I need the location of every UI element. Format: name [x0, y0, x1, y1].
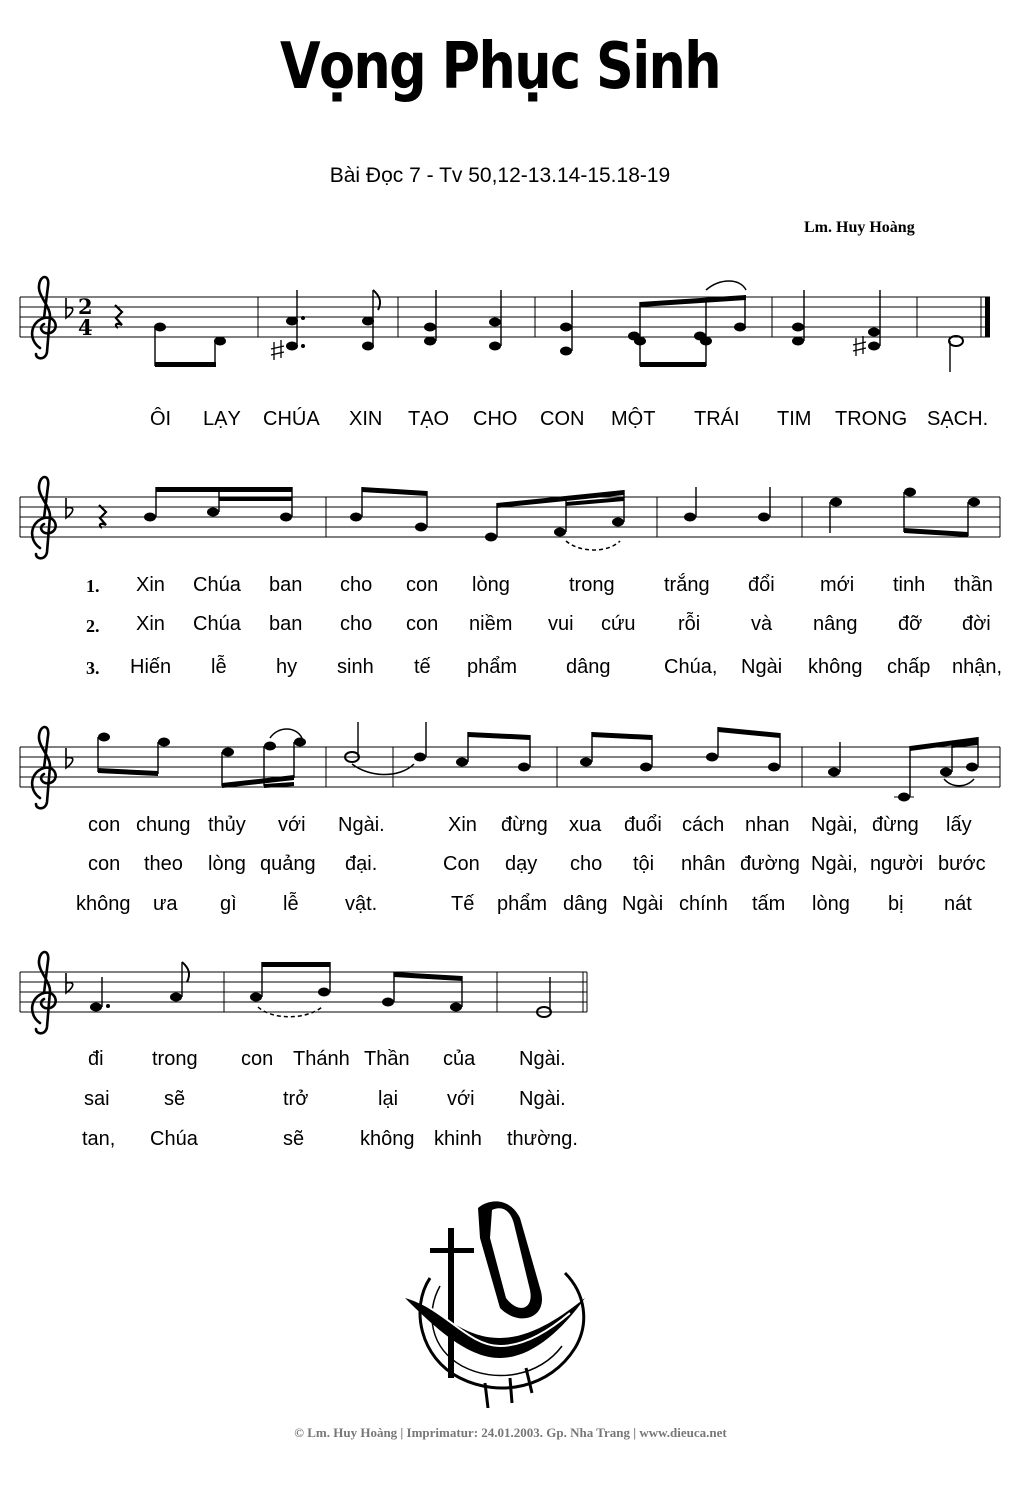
- staff-system-3: [20, 722, 1000, 808]
- composer: Lm. Huy Hoàng: [804, 219, 915, 236]
- lyric-word: mới: [820, 574, 855, 596]
- quarter-rest: [115, 305, 122, 328]
- lyric-word: cho: [570, 853, 603, 875]
- time-signature-top: 2: [78, 294, 93, 319]
- lyric-word: vui: [548, 613, 574, 635]
- lyric-word: Thần: [364, 1048, 410, 1070]
- lyric-word: dâng: [563, 893, 608, 915]
- lyric-word: Thánh: [293, 1048, 350, 1070]
- lyric-word: người: [870, 853, 924, 875]
- lyric-word: con: [88, 814, 121, 836]
- lyric-word: dâng: [566, 656, 611, 678]
- refrain-word: CHÚA: [263, 408, 320, 430]
- lyric-word: sai: [84, 1088, 110, 1110]
- lyric-word: nhan: [745, 814, 790, 836]
- logo-praying-hands-dove: [400, 1198, 590, 1408]
- lyric-word: đường: [740, 853, 800, 875]
- lyric-word: lại: [378, 1088, 399, 1110]
- lyric-word: tan,: [82, 1128, 116, 1150]
- lyric-word: cho: [340, 613, 373, 635]
- refrain-word: ÔI: [150, 408, 172, 430]
- lyric-word: Con: [443, 853, 480, 875]
- lyric-word: chính: [679, 893, 728, 915]
- lyric-word: sẽ: [164, 1088, 186, 1110]
- lyric-word: Hiến: [130, 656, 172, 678]
- refrain-word: TIM: [777, 408, 812, 430]
- lyric-word: Ngài.: [519, 1088, 566, 1110]
- lyric-word: lễ: [211, 656, 227, 678]
- lyric-word: thủy: [208, 814, 246, 836]
- lyric-word: chung: [136, 814, 191, 836]
- lyric-word: bị: [888, 893, 904, 915]
- refrain-word: XIN: [349, 408, 383, 430]
- refrain-word: TRÁI: [694, 408, 740, 430]
- lyric-word: Chúa: [193, 574, 241, 596]
- lyric-word: lấy: [946, 814, 972, 836]
- lyric-word: lòng: [472, 574, 510, 596]
- lyric-word: đại.: [345, 853, 378, 875]
- lyric-word: vật.: [345, 893, 378, 915]
- lyric-word: đi: [88, 1048, 104, 1070]
- refrain-word: TẠO: [408, 408, 450, 430]
- lyric-word: cách: [682, 814, 725, 836]
- lyric-word: rỗi: [678, 613, 701, 635]
- lyric-word: tấm: [752, 893, 786, 915]
- verse-number-3: 3.: [86, 658, 100, 678]
- lyric-word: bước: [938, 853, 986, 875]
- lyric-word: và: [751, 613, 773, 635]
- notes-measure-5: [792, 290, 880, 356]
- flat-key-signature: [66, 298, 73, 318]
- notes-measure-1: [154, 323, 226, 368]
- lyric-word: đổi: [748, 574, 775, 596]
- lyric-word: của: [443, 1048, 476, 1070]
- lyric-word: ban: [269, 574, 303, 596]
- lyric-word: chấp: [887, 656, 931, 678]
- lyric-word: khinh: [434, 1128, 482, 1150]
- lyric-word: trở: [283, 1088, 309, 1110]
- refrain-word: CON: [540, 408, 585, 430]
- lyric-word: đời: [962, 613, 991, 635]
- lyric-word: với: [447, 1088, 475, 1110]
- lyric-word: ưa: [153, 893, 178, 915]
- lyric-word: lễ: [283, 893, 299, 915]
- lyric-word: Chúa: [193, 613, 241, 635]
- lyric-word: đuổi: [624, 814, 662, 836]
- lyric-word: không: [76, 893, 131, 915]
- lyric-word: quảng: [260, 853, 316, 875]
- lyric-word: với: [278, 814, 306, 836]
- lyric-word: không: [808, 656, 863, 678]
- notes-measure-2: [271, 290, 380, 360]
- lyric-word: Chúa,: [664, 656, 718, 678]
- lyric-word: lòng: [812, 893, 850, 915]
- footer-copyright: © Lm. Huy Hoàng | Imprimatur: 24.01.2003. Gp. Nha Trang | www.dieuca.net: [294, 1425, 727, 1440]
- verse-number-1: 1.: [86, 576, 100, 596]
- lyric-word: trong: [569, 574, 615, 596]
- lyric-word: Tế: [451, 893, 475, 915]
- lyric-word: Ngài: [741, 656, 783, 678]
- lyric-word: nâng: [813, 613, 858, 635]
- lyric-word: thường.: [507, 1128, 578, 1150]
- notes-measure-6: [949, 336, 963, 372]
- staff-system-2: [20, 477, 1000, 558]
- lyric-word: sẽ: [283, 1128, 305, 1150]
- staff-system-4: [20, 952, 587, 1033]
- lyric-word: Ngài.: [519, 1048, 566, 1070]
- lyric-word: trắng: [664, 574, 710, 596]
- lyric-word: niềm: [469, 613, 513, 635]
- staff-system-1: [20, 277, 990, 372]
- subtitle: Bài Đọc 7 - Tv 50,12-13.14-15.18-19: [329, 164, 671, 187]
- lyric-word: nát: [944, 893, 972, 915]
- lyric-word: tội: [633, 853, 655, 875]
- lyric-word: Chúa: [150, 1128, 198, 1150]
- lyric-word: cho: [340, 574, 373, 596]
- notes-measure-4: [560, 281, 746, 367]
- lyric-word: xua: [569, 814, 602, 836]
- lyric-word: Ngài.: [338, 814, 385, 836]
- refrain-word: LẠY: [203, 408, 241, 430]
- lyric-word: Xin: [448, 814, 477, 836]
- refrain-word: CHO: [473, 408, 518, 430]
- lyric-word: con: [88, 853, 121, 875]
- refrain-word: TRONG: [835, 408, 908, 430]
- notes-measure-3: [424, 290, 501, 351]
- lyric-word: Xin: [136, 574, 165, 596]
- time-signature-bottom: 4: [78, 315, 93, 340]
- lyric-word: nhận,: [952, 656, 1003, 678]
- verse-number-2: 2.: [86, 616, 100, 636]
- lyric-word: cứu: [601, 613, 636, 635]
- refrain-word: SẠCH.: [927, 408, 989, 430]
- lyric-word: phẩm: [497, 893, 548, 915]
- lyric-word: đỡ: [898, 613, 923, 635]
- treble-clef: [32, 277, 56, 358]
- lyric-word: dạy: [505, 853, 538, 875]
- lyric-word: phẩm: [467, 656, 518, 678]
- lyric-word: không: [360, 1128, 415, 1150]
- lyric-word: đừng: [872, 814, 919, 836]
- lyric-word: hy: [276, 656, 298, 678]
- lyric-word: nhân: [681, 853, 726, 875]
- lyric-word: Ngài,: [811, 814, 858, 836]
- refrain-word: MỘT: [611, 408, 656, 430]
- lyric-word: thần: [954, 574, 993, 596]
- lyric-word: Xin: [136, 613, 165, 635]
- lyric-word: lòng: [208, 853, 246, 875]
- lyric-word: sinh: [337, 656, 374, 678]
- lyric-word: con: [406, 613, 439, 635]
- lyric-word: đừng: [501, 814, 548, 836]
- lyric-word: gì: [220, 893, 237, 915]
- lyric-word: tinh: [893, 574, 926, 596]
- lyric-word: con: [406, 574, 439, 596]
- lyric-word: Ngài,: [811, 853, 858, 875]
- lyric-word: con: [241, 1048, 274, 1070]
- lyric-word: tế: [414, 656, 431, 678]
- lyric-word: ban: [269, 613, 303, 635]
- lyric-word: Ngài: [622, 893, 664, 915]
- lyric-word: trong: [152, 1048, 198, 1070]
- lyric-word: theo: [144, 853, 183, 875]
- page-title: Vọng Phục Sinh: [280, 30, 720, 104]
